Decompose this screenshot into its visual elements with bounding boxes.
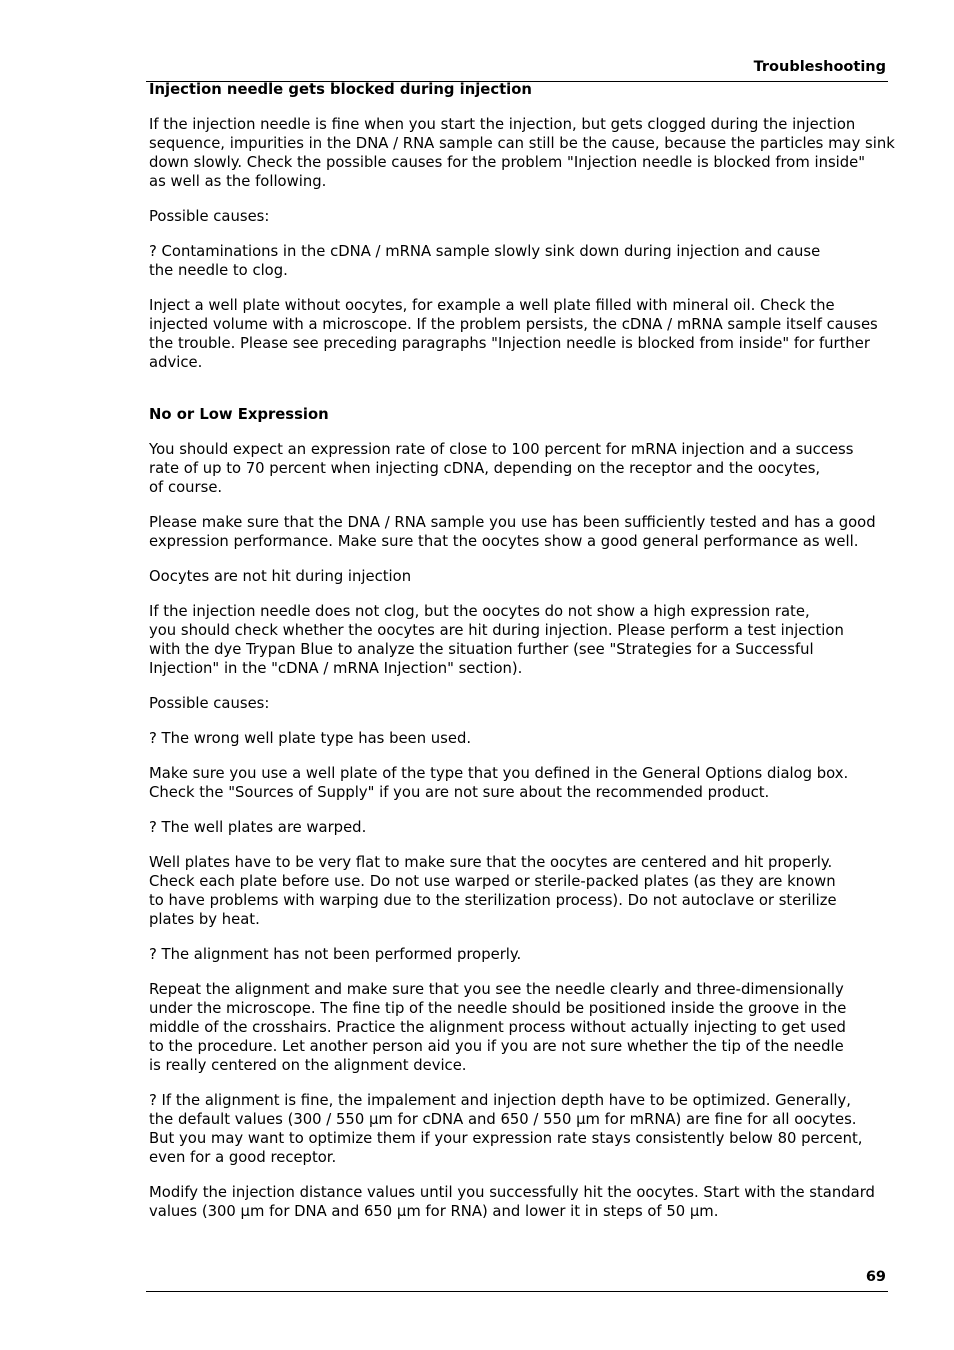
paragraph — [149, 945, 889, 964]
paragraph — [149, 602, 889, 678]
text-line: ? The wrong well plate type has been used. — [149, 730, 472, 747]
paragraph — [149, 694, 889, 713]
running-header — [146, 56, 888, 82]
text-line: to have problems with warping due to the sterilization process). Do not autoclave or sterilize — [149, 892, 837, 909]
text-line: If the injection needle does not clog, but the oocytes do not show a high expression rate, — [149, 603, 810, 620]
section-title: Troubleshooting — [753, 59, 886, 75]
text-line: Check each plate before use. Do not use warped or sterile-packed plates (as they are known — [149, 873, 836, 890]
text-line: the default values (300 / 550 µm for cDNA and 650 / 550 µm for mRNA) are fine for all oocytes. — [149, 1111, 857, 1128]
text-line: sequence, impurities in the DNA / RNA sample can still be the cause, because the particles may sink — [149, 135, 895, 152]
paragraph — [149, 513, 889, 551]
text-line: plates by heat. — [149, 911, 260, 928]
paragraph — [149, 296, 889, 372]
text-line: expression performance. Make sure that the oocytes show a good general performance as well. — [149, 533, 859, 550]
running-footer — [146, 1266, 888, 1292]
text-line: Modify the injection distance values until you successfully hit the oocytes. Start with the standard — [149, 1184, 875, 1201]
text-line: If the injection needle is fine when you start the injection, but gets clogged during the injection — [149, 116, 856, 133]
text-line: injected volume with a microscope. If the problem persists, the cDNA / mRNA sample itself causes — [149, 316, 878, 333]
text-line: advice. — [149, 354, 203, 371]
text-line: as well as the following. — [149, 173, 327, 190]
text-line: you should check whether the oocytes are hit during injection. Please perform a test injection — [149, 622, 844, 639]
text-line: of course. — [149, 479, 223, 496]
text-line: even for a good receptor. — [149, 1149, 337, 1166]
paragraph — [149, 207, 889, 226]
text-line: ? The alignment has not been performed properly. — [149, 946, 522, 963]
text-line: rate of up to 70 percent when injecting cDNA, depending on the receptor and the oocytes, — [149, 460, 821, 477]
text-line: Repeat the alignment and make sure that you see the needle clearly and three-dimensionally — [149, 981, 844, 998]
paragraph — [149, 115, 895, 191]
text-line: Oocytes are not hit during injection — [149, 568, 412, 585]
text-line: the trouble. Please see preceding paragraphs "Injection needle is blocked from inside" for further — [149, 335, 870, 352]
page-number: 69 — [865, 1269, 886, 1285]
text-line: with the dye Trypan Blue to analyze the situation further (see "Strategies for a Successful — [149, 641, 814, 658]
text-line: under the microscope. The fine tip of the needle should be positioned inside the groove in the — [149, 1000, 847, 1017]
paragraph — [149, 1183, 889, 1221]
paragraph — [149, 980, 889, 1075]
text-line: to the procedure. Let another person aid you if you are not sure whether the tip of the needle — [149, 1038, 844, 1055]
text-line: the needle to clog. — [149, 262, 288, 279]
text-line: Please make sure that the DNA / RNA sample you use has been sufficiently tested and has a good — [149, 514, 876, 531]
text-line: Possible causes: — [149, 695, 270, 712]
text-line: ? Contaminations in the cDNA / mRNA sample slowly sink down during injection and cause — [149, 243, 821, 260]
text-line: You should expect an expression rate of close to 100 percent for mRNA injection and a success — [149, 441, 854, 458]
paragraph — [149, 729, 889, 748]
page-content — [149, 80, 895, 1221]
paragraph — [149, 567, 889, 586]
text-line: Injection" in the "cDNA / mRNA Injection" section). — [149, 660, 523, 677]
text-line: ? The well plates are warped. — [149, 819, 367, 836]
text-line: Check the "Sources of Supply" if you are not sure about the recommended product. — [149, 784, 770, 801]
text-line: Well plates have to be very flat to make sure that the oocytes are centered and hit properly. — [149, 854, 833, 871]
paragraph — [149, 764, 889, 802]
text-line: But you may want to optimize them if your expression rate stays consistently below 80 percent, — [149, 1130, 863, 1147]
paragraph — [149, 1091, 889, 1167]
text-line: middle of the crosshairs. Practice the alignment process without actually injecting to get used — [149, 1019, 846, 1036]
text-line: down slowly. Check the possible causes for the problem "Injection needle is blocked from inside" — [149, 154, 866, 171]
text-line: values (300 µm for DNA and 650 µm for RNA) and lower it in steps of 50 µm. — [149, 1203, 719, 1220]
text-line: Make sure you use a well plate of the type that you defined in the General Options dialog box. — [149, 765, 849, 782]
text-line: Inject a well plate without oocytes, for example a well plate filled with mineral oil. Check the — [149, 297, 835, 314]
text-line: ? If the alignment is fine, the impalement and injection depth have to be optimized. Generally, — [149, 1092, 852, 1109]
paragraph — [149, 242, 889, 280]
paragraph — [149, 853, 889, 929]
heading-no-or-low-expression: No or Low Expression — [149, 406, 329, 423]
paragraph — [149, 818, 889, 837]
text-line: is really centered on the alignment device. — [149, 1057, 467, 1074]
paragraph — [149, 440, 889, 497]
heading-injection-needle-blocked: Injection needle gets blocked during injection — [149, 81, 532, 98]
text-line: Possible causes: — [149, 208, 270, 225]
